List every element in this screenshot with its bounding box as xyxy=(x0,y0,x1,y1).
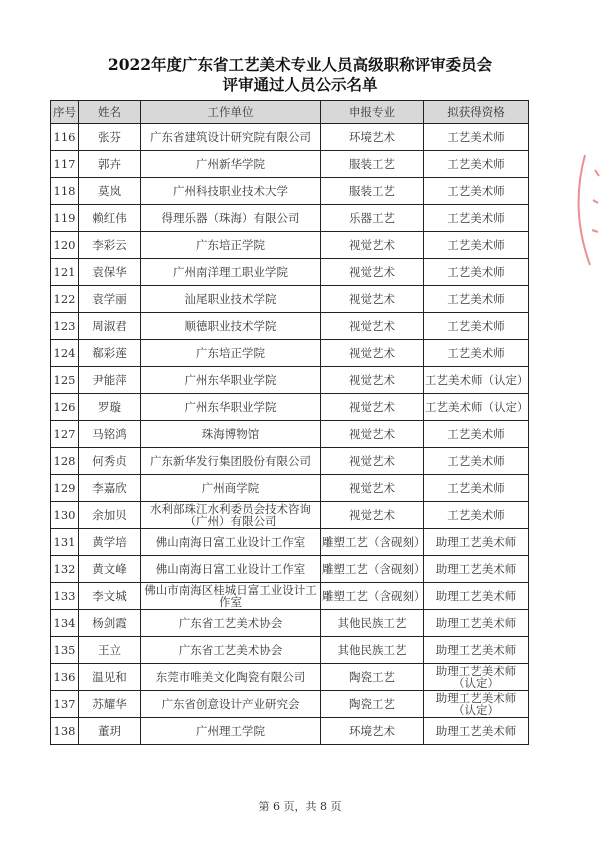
cell-employer: 广州东华职业学院 xyxy=(141,367,321,394)
red-stamp-fragment xyxy=(565,150,600,270)
table-row xyxy=(51,448,529,475)
cell-specialty: 雕塑工艺（含砚刻） xyxy=(321,583,424,610)
cell-specialty: 服装工艺 xyxy=(321,178,424,205)
cell-employer: 广东省工艺美术协会 xyxy=(141,637,321,664)
header-name: 姓名 xyxy=(79,101,141,124)
cell-name: 李彩云 xyxy=(79,232,141,259)
cell-name: 张芬 xyxy=(79,124,141,151)
table-row xyxy=(51,583,529,610)
cell-qualification: 工艺美术师 xyxy=(424,259,529,286)
cell-name: 李嘉欣 xyxy=(79,475,141,502)
cell-seq: 132 xyxy=(51,556,79,583)
cell-employer: 佛山南海日富工业设计工作室 xyxy=(141,529,321,556)
cell-name: 苏耀华 xyxy=(79,691,141,718)
cell-employer: 广州商学院 xyxy=(141,475,321,502)
table-row xyxy=(51,664,529,691)
table-row xyxy=(51,475,529,502)
cell-qualification: 工艺美术师 xyxy=(424,232,529,259)
cell-name: 尹能萍 xyxy=(79,367,141,394)
cell-seq: 116 xyxy=(51,124,79,151)
table-row xyxy=(51,124,529,151)
table-row xyxy=(51,232,529,259)
document-subtitle: 评审通过人员公示名单 xyxy=(222,75,378,94)
cell-name: 郭卉 xyxy=(79,151,141,178)
cell-specialty: 其他民族工艺 xyxy=(321,637,424,664)
personnel-table xyxy=(50,100,529,745)
table-row xyxy=(51,556,529,583)
table-row xyxy=(51,610,529,637)
table-row xyxy=(51,529,529,556)
cell-employer: 珠海博物馆 xyxy=(141,421,321,448)
table-row xyxy=(51,286,529,313)
cell-specialty: 视觉艺术 xyxy=(321,475,424,502)
cell-seq: 120 xyxy=(51,232,79,259)
header-specialty: 申报专业 xyxy=(321,101,424,124)
table-row xyxy=(51,421,529,448)
table-row xyxy=(51,178,529,205)
cell-seq: 117 xyxy=(51,151,79,178)
cell-seq: 129 xyxy=(51,475,79,502)
header-seq: 序号 xyxy=(51,101,79,124)
table-header-row xyxy=(51,101,529,124)
table-row xyxy=(51,313,529,340)
cell-name: 郗彩莲 xyxy=(79,340,141,367)
cell-specialty: 陶瓷工艺 xyxy=(321,691,424,718)
table-row xyxy=(51,151,529,178)
document-title: 2022年度广东省工艺美术专业人员高级职称评审委员会 xyxy=(107,55,493,74)
cell-seq: 133 xyxy=(51,583,79,610)
cell-specialty: 视觉艺术 xyxy=(321,259,424,286)
cell-qualification: 工艺美术师（认定） xyxy=(424,367,529,394)
cell-specialty: 环境艺术 xyxy=(321,124,424,151)
cell-qualification: 助理工艺美术师 xyxy=(424,556,529,583)
cell-name: 李文城 xyxy=(79,583,141,610)
cell-seq: 128 xyxy=(51,448,79,475)
cell-qualification: 助理工艺美术师 xyxy=(424,583,529,610)
cell-employer: 得理乐器（珠海）有限公司 xyxy=(141,205,321,232)
cell-seq: 130 xyxy=(51,502,79,529)
cell-seq: 123 xyxy=(51,313,79,340)
cell-seq: 124 xyxy=(51,340,79,367)
cell-specialty: 视觉艺术 xyxy=(321,286,424,313)
cell-specialty: 视觉艺术 xyxy=(321,448,424,475)
cell-specialty: 服装工艺 xyxy=(321,151,424,178)
cell-specialty: 环境艺术 xyxy=(321,718,424,745)
cell-qualification: 工艺美术师 xyxy=(424,178,529,205)
cell-employer: 广州东华职业学院 xyxy=(141,394,321,421)
cell-employer: 广州南洋理工职业学院 xyxy=(141,259,321,286)
cell-name: 何秀贞 xyxy=(79,448,141,475)
cell-seq: 137 xyxy=(51,691,79,718)
cell-qualification: 工艺美术师（认定） xyxy=(424,394,529,421)
header-qualification: 拟获得资格 xyxy=(424,101,529,124)
cell-qualification: 工艺美术师 xyxy=(424,205,529,232)
cell-employer: 广东省创意设计产业研究会 xyxy=(141,691,321,718)
cell-specialty: 陶瓷工艺 xyxy=(321,664,424,691)
table-row xyxy=(51,718,529,745)
cell-name: 马铭鸿 xyxy=(79,421,141,448)
cell-seq: 126 xyxy=(51,394,79,421)
cell-employer: 东莞市唯美文化陶瓷有限公司 xyxy=(141,664,321,691)
cell-qualification: 工艺美术师 xyxy=(424,286,529,313)
cell-qualification: 工艺美术师 xyxy=(424,124,529,151)
cell-name: 莫岚 xyxy=(79,178,141,205)
cell-qualification: 工艺美术师 xyxy=(424,448,529,475)
table-row xyxy=(51,340,529,367)
cell-name: 罗璇 xyxy=(79,394,141,421)
cell-qualification: 助理工艺美术师 xyxy=(424,529,529,556)
table-row xyxy=(51,394,529,421)
cell-name: 董玥 xyxy=(79,718,141,745)
table-row xyxy=(51,637,529,664)
cell-seq: 125 xyxy=(51,367,79,394)
cell-name: 黄文峰 xyxy=(79,556,141,583)
table-row xyxy=(51,367,529,394)
cell-specialty: 视觉艺术 xyxy=(321,367,424,394)
cell-specialty: 视觉艺术 xyxy=(321,313,424,340)
cell-qualification: 助理工艺美术师（认定） xyxy=(424,664,529,691)
cell-seq: 127 xyxy=(51,421,79,448)
cell-specialty: 雕塑工艺（含砚刻） xyxy=(321,556,424,583)
cell-specialty: 乐器工艺 xyxy=(321,205,424,232)
cell-seq: 121 xyxy=(51,259,79,286)
cell-seq: 138 xyxy=(51,718,79,745)
cell-qualification: 助理工艺美术师 xyxy=(424,718,529,745)
cell-specialty: 视觉艺术 xyxy=(321,394,424,421)
table-row xyxy=(51,691,529,718)
cell-qualification: 助理工艺美术师 xyxy=(424,637,529,664)
cell-seq: 122 xyxy=(51,286,79,313)
cell-employer: 佛山南海日富工业设计工作室 xyxy=(141,556,321,583)
cell-seq: 135 xyxy=(51,637,79,664)
table-row xyxy=(51,502,529,529)
cell-employer: 顺德职业技术学院 xyxy=(141,313,321,340)
cell-qualification: 助理工艺美术师 xyxy=(424,610,529,637)
cell-employer: 广州理工学院 xyxy=(141,718,321,745)
cell-name: 温见和 xyxy=(79,664,141,691)
cell-employer: 汕尾职业技术学院 xyxy=(141,286,321,313)
cell-seq: 131 xyxy=(51,529,79,556)
cell-specialty: 视觉艺术 xyxy=(321,421,424,448)
page-number: 第 6 页，共 8 页 xyxy=(258,800,342,813)
cell-name: 袁学丽 xyxy=(79,286,141,313)
header-employer: 工作单位 xyxy=(141,101,321,124)
cell-qualification: 工艺美术师 xyxy=(424,502,529,529)
cell-specialty: 视觉艺术 xyxy=(321,502,424,529)
cell-employer: 广东省工艺美术协会 xyxy=(141,610,321,637)
cell-employer: 广东培正学院 xyxy=(141,232,321,259)
cell-employer: 佛山市南海区桂城日富工业设计工作室 xyxy=(141,583,321,610)
cell-employer: 广州科技职业技术大学 xyxy=(141,178,321,205)
cell-name: 余加贝 xyxy=(79,502,141,529)
cell-employer: 广东培正学院 xyxy=(141,340,321,367)
cell-name: 黄学培 xyxy=(79,529,141,556)
cell-employer: 广东省建筑设计研究院有限公司 xyxy=(141,124,321,151)
cell-seq: 136 xyxy=(51,664,79,691)
cell-specialty: 雕塑工艺（含砚刻） xyxy=(321,529,424,556)
cell-employer: 广东新华发行集团股份有限公司 xyxy=(141,448,321,475)
table-row xyxy=(51,205,529,232)
cell-specialty: 视觉艺术 xyxy=(321,232,424,259)
cell-qualification: 工艺美术师 xyxy=(424,475,529,502)
cell-name: 杨剑霞 xyxy=(79,610,141,637)
table-row xyxy=(51,259,529,286)
cell-name: 周淑君 xyxy=(79,313,141,340)
cell-employer: 水利部珠江水利委员会技术咨询（广州）有限公司 xyxy=(141,502,321,529)
cell-qualification: 工艺美术师 xyxy=(424,340,529,367)
cell-seq: 134 xyxy=(51,610,79,637)
cell-qualification: 工艺美术师 xyxy=(424,151,529,178)
cell-qualification: 工艺美术师 xyxy=(424,313,529,340)
cell-specialty: 其他民族工艺 xyxy=(321,610,424,637)
cell-qualification: 工艺美术师 xyxy=(424,421,529,448)
cell-specialty: 视觉艺术 xyxy=(321,340,424,367)
cell-name: 赖红伟 xyxy=(79,205,141,232)
cell-seq: 119 xyxy=(51,205,79,232)
cell-qualification: 助理工艺美术师（认定） xyxy=(424,691,529,718)
cell-seq: 118 xyxy=(51,178,79,205)
cell-name: 袁保华 xyxy=(79,259,141,286)
cell-employer: 广州新华学院 xyxy=(141,151,321,178)
cell-name: 王立 xyxy=(79,637,141,664)
